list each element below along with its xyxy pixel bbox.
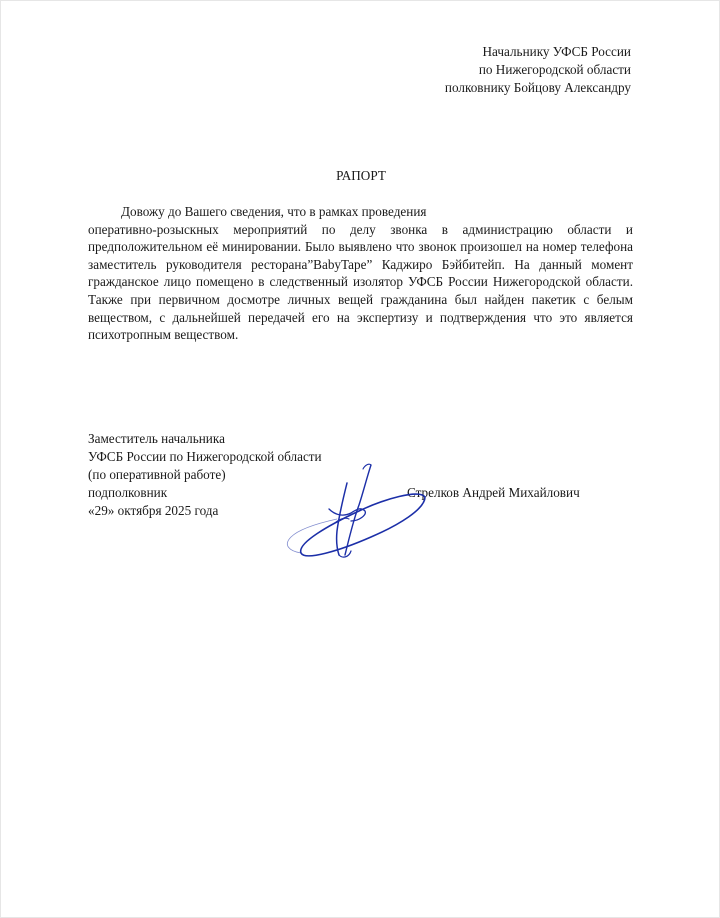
report-body bbox=[88, 203, 633, 344]
addressee-line-2: по Нижегородской области bbox=[478, 62, 631, 77]
position-line-1: Заместитель начальника bbox=[88, 431, 225, 446]
signer-name: Стрелков Андрей Михайлович bbox=[407, 485, 580, 500]
position-line-3: (по оперативной работе) bbox=[88, 467, 226, 482]
addressee-line-1: Начальнику УФСБ России bbox=[482, 44, 631, 59]
addressee-line-3: полковнику Бойцову Александру bbox=[444, 80, 631, 95]
body-first-line: Довожу до Вашего сведения, что в рамках проведения bbox=[121, 204, 427, 219]
position-line-2: УФСБ России по Нижегородской области bbox=[88, 449, 322, 464]
handwritten-signature bbox=[279, 459, 439, 569]
body-paragraph: оперативно-розыскных мероприятий по делу звонка в администрацию области и предположительном её минировании. Было выявлено что звонок произошел на номер телефона заместитель руководителя ресторана”BabyTape” Каджиро Бэйбитейп. На данный момент гражданское лицо помещено в следственный изолятор УФСБ России Нижегородской области. Также при первичном досмотре личных вещей гражданина был найден пакетик с белым веществом, с дальнейшей передачей его на экспертизу и подтверждения что это является психотропным веществом. bbox=[88, 221, 633, 343]
addressee-block bbox=[445, 43, 631, 97]
date: «29» октября 2025 года bbox=[88, 503, 219, 518]
document-title: РАПОРТ bbox=[336, 168, 386, 183]
rank: подполковник bbox=[88, 485, 168, 500]
